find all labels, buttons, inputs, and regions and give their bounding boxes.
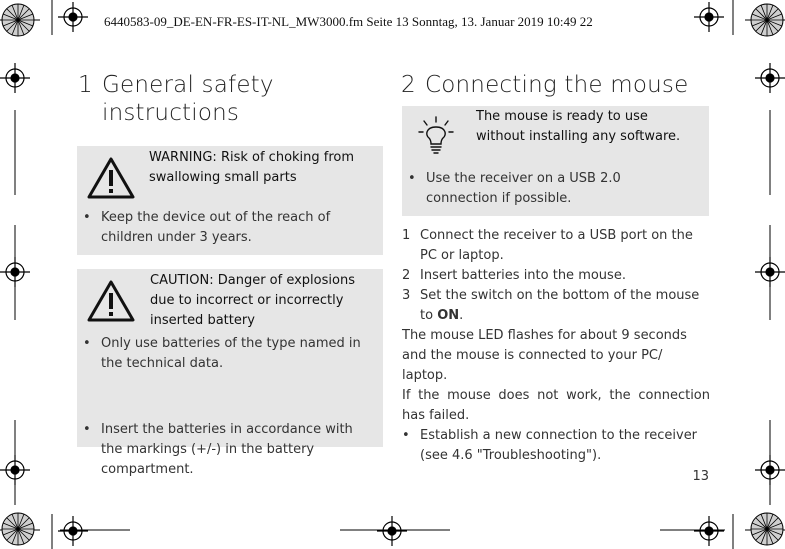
warning-box: [77, 146, 383, 255]
registration-target-icon: [0, 257, 30, 287]
page-number: 13: [692, 469, 709, 484]
heading-line: Connecting the mouse: [425, 72, 689, 98]
registration-target-icon: [694, 516, 724, 546]
list-item: • Keep the device out of the reach of children under 3 years.: [77, 208, 401, 248]
registration-target-icon: [0, 63, 30, 93]
on-label: ON: [437, 308, 460, 323]
section-number: 2: [401, 72, 416, 98]
list-item: 1 Connect the receiver to a USB port on the PC or laptop.: [402, 228, 693, 263]
caution-title: CAUTION: Danger of explosions due to incorrect or incorrectly inserted battery: [150, 273, 355, 328]
lightbulb-icon: [418, 116, 454, 156]
starburst-icon: [751, 513, 783, 545]
registration-target-icon: [0, 455, 30, 485]
section-heading-safety: [78, 71, 378, 127]
starburst-icon: [2, 513, 34, 545]
tip-title: The mouse is ready to use without installing any software.: [476, 109, 681, 144]
registration-target-icon: [755, 257, 785, 287]
list-item: 2 Insert batteries into the mouse.: [402, 268, 626, 283]
registration-target-icon: [755, 455, 785, 485]
registration-target-icon: [58, 516, 88, 546]
registration-target-icon: [755, 63, 785, 93]
list-item: • Establish a new connection to the receiver (see 4.6 "Troubleshooting").: [402, 428, 698, 463]
section-number: 1: [78, 72, 93, 98]
tip-box: [402, 106, 709, 216]
warning-triangle-icon: [86, 156, 136, 200]
warning-triangle-icon: [86, 279, 136, 323]
print-header: 6440583-09_DE-EN-FR-ES-IT-NL_MW3000.fm Seite 13 Sonntag, 13. Januar 2019 10:49 22: [104, 14, 593, 29]
heading-line: General safety: [102, 72, 274, 98]
list-item: • Use the receiver on a USB 2.0 connection if possible.: [402, 169, 726, 209]
caution-box: [77, 269, 383, 477]
list-item: 3 Set the switch on the bottom of the mouse to ON.: [402, 288, 700, 323]
steps-list: [402, 226, 710, 466]
registration-target-icon: [377, 516, 407, 546]
heading-line: instructions: [102, 100, 240, 126]
paragraph: If the mouse does not work, the connection has failed.: [402, 388, 710, 423]
starburst-icon: [2, 4, 34, 36]
registration-target-icon: [58, 2, 88, 32]
starburst-icon: [751, 4, 783, 36]
warning-title: WARNING: Risk of choking from swallowing small parts: [149, 150, 355, 185]
paragraph: The mouse LED flashes for about 9 seconds and the mouse is connected to your PC/ laptop.: [402, 328, 687, 383]
section-heading-connecting: [401, 71, 721, 99]
list-item: • Only use batteries of the type named in the technical data.: [77, 334, 401, 374]
list-item: • Insert the batteries in accordance with the markings (+/-) in the battery compartment.: [77, 420, 401, 480]
